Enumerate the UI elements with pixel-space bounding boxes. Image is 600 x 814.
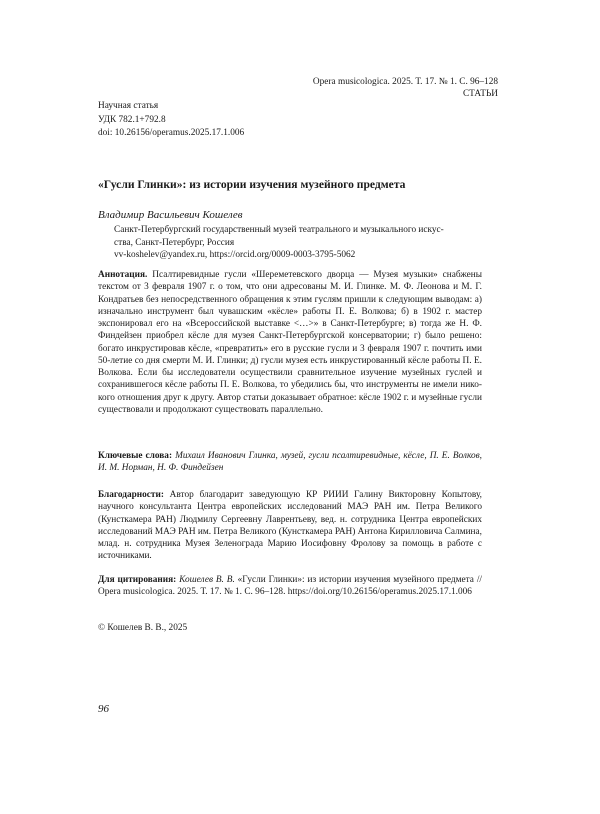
page-number: 96 (98, 703, 109, 715)
keywords-label: Ключевые слова: (98, 451, 172, 461)
citation-text: «Гусли Глинки»: из истории изучения музейного предмета // Opera musicologica. 2025. Т. 17. № 1. С. 96–128. https://doi.org/10.26156/operamus.2025.17.1.006 (98, 575, 482, 597)
acknowledgements-label: Благодарности: (98, 490, 164, 500)
article-title: «Гусли Глинки»: из истории изучения музейного предмета (98, 178, 405, 191)
keywords (98, 450, 482, 475)
affiliation-line-2: ства, Санкт-Петербург, Россия (114, 237, 484, 250)
abstract-label: Аннотация. (98, 270, 147, 280)
doi: doi: 10.26156/operamus.2025.17.1.006 (98, 127, 244, 141)
abstract-text: Псалтиревидные гусли «Шереметевского дворца — Музея музыки» снаб­жены текстом от 3 февраля 1907 г. о том, что они адресованы М. И. Глинке. М. Ф. Лео­нова и М. Г. Кондратьев без непосредственного обращения к этим гуслям пришли к следующим выводам: а) изначально инструмент был чувашским «кёсле» работы П. Е. Волкова; б) в 1902 г. мастер экспонировал его на «Всероссийской выставке <…>» в Санкт-Петербурге; в) тогда же Н. Ф. Финдейзен приобрел кёсле для музея Санкт-Петербургской консерватории; г) было решено: богато инкрустировав кёсле, «пре­вратить» его в русские гусли и 3 февраля 1907 г. почтить ими 50-летие со дня смерти М. И. Глинки; д) гусли музея есть инкрустированный кёсле работы П. Е. Волкова. Если бы исследователи осуществили сравнительное изучение музейных гуслей и сохранив­шегося кёсле работы П. Е. Волкова, то убедились бы, что инструменты не имели нико­кого отношения друг к другу. Автор статьи доказывает обратное: кёсле 1902 г. и музей­ные гусли существовали и продолжают существовать параллельно. (98, 270, 482, 415)
citation-label: Для цитирования: (98, 575, 176, 585)
article-page (98, 0, 498, 814)
running-header (313, 76, 498, 100)
affiliation-line-1: Санкт-Петербургский государственный музей театрального и музыкального искус- (114, 224, 484, 237)
article-meta (98, 100, 244, 141)
citation-author: Кошелев В. В. (176, 575, 235, 585)
copyright: © Кошелев В. В., 2025 (98, 623, 187, 633)
udk-code: УДК 782.1+792.8 (98, 114, 244, 128)
citation (98, 574, 482, 599)
author-contacts: vv-koshelev@yandex.ru, https://orcid.org/0009-0003-3795-5062 (114, 249, 484, 262)
article-type: Научная статья (98, 100, 244, 114)
abstract (98, 269, 482, 416)
acknowledgements (98, 489, 482, 563)
acknowledgements-text: Автор благодарит заведующую КР РИИИ Галину Викторовну Копы­тову, научного консультанта Центра европейских исследований МАЭ РАН им. Петра Великого (Кунсткамера РАН) Людмилу Сергеевну Лаврентьеву, вед. н. сотрудника Центра европейских исследований МАЭ РАН им. Петра Великого (Кунсткамера РАН) Антона Кирилловича Салмина, млад. н. сотрудника Музея Зеленограда Марию Иоси­фовну Фролову за помощь в работе с источниками. (98, 490, 482, 561)
keywords-text: Михаил Иванович Глинка, музей, гусли псалтиревидные, кёсле, П. Е. Волков, И. М. Норман, Н. Ф. Финдейзен (98, 451, 482, 473)
author-affiliation (114, 224, 484, 262)
section-label: СТАТЬИ (313, 88, 498, 100)
journal-line: Opera musicologica. 2025. Т. 17. № 1. С. 96–128 (313, 76, 498, 88)
author-name: Владимир Васильевич Кошелев (98, 209, 243, 221)
